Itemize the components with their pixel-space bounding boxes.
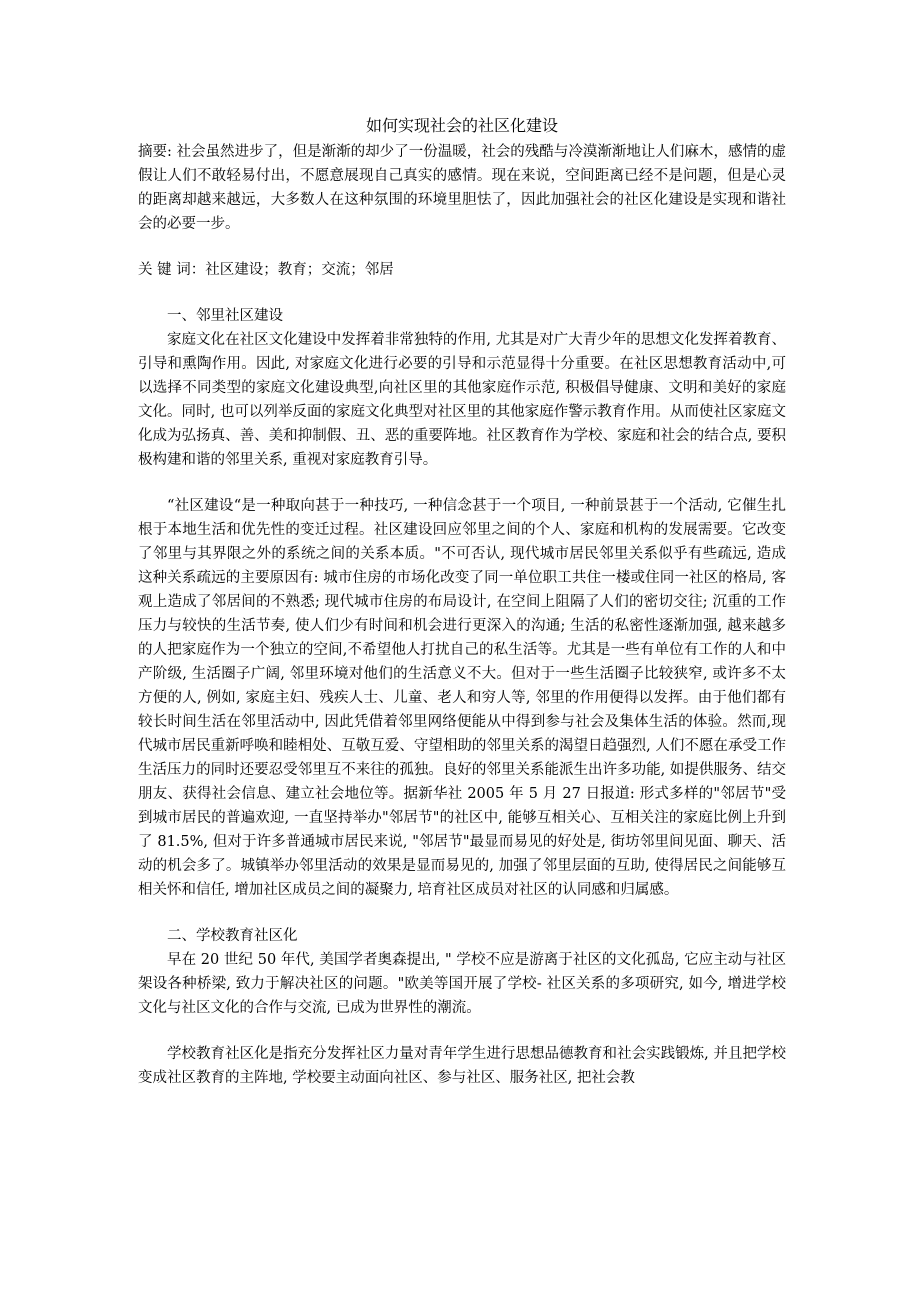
section-heading-1: 一、邻里社区建设 (167, 308, 283, 324)
spacer (138, 472, 786, 494)
section-heading-2: 二、学校教育社区化 (167, 928, 298, 944)
abstract-paragraph: 摘要: 社会虽然进步了，但是渐渐的却少了一份温暖，社会的残酷与冷漠渐渐地让人们麻木，感情的虚假让人们不敢轻易付出，不愿意展现自己真实的感情。现在来说，空间距离已经不是问题，但是心灵的距离却越来越远，大多数人在这种氛围的环境里胆怯了，因此加强社会的社区化建设是实现和谐社会的必要一步。 (138, 144, 786, 232)
section2-paragraph-2: 学校教育社区化是指充分发挥社区力量对青年学生进行思想品德教育和社会实践锻炼, 并且把学校变成社区教育的主阵地, 学校要主动面向社区、参与社区、服务社区, 把社会教 (138, 1046, 786, 1086)
section1-paragraph-2: “社区建设“是一种取向甚于一种技巧, 一种信念甚于一个项目, 一种前景甚于一个活动, 它催生扎根于本地生活和优先性的变迁过程。社区建设回应邻里之间的个人、家庭和机构的发展需要。它改变了邻里与其界限之外的系统之间的关系本质。"不可否认, 现代城市居民邻里关系似乎有些疏远, 造成这种关系疏远的主要原因有: 城市住房的市场化改变了同一单位职工共住一楼或住同一社区的格局, 客观上造成了邻居间的不熟悉; 现代城市住房的布局设计, 在空间上阻隔了人们的密切交往; 沉重的工作压力与较快的生活节奏, 使人们少有时间和机会进行更深入的沟通; 生活的私密性逐渐加强, 越来越多的人把家庭作为一个独立的空间,不希望他人打扰自己的私生活等。尤其是一些有单位有工作的人和中产阶级, 生活圈子广阔, 邻里环境对他们的生活意义不大。但对于一些生活圈子比较狭窄, 或许多不太方便的人, 例如, 家庭主妇、残疾人士、儿童、老人和穷人等, 邻里的作用便得以发挥。由于他们都有较长时间生活在邻里活动中, 因此凭借着邻里网络便能从中得到参与社会及集体生活的体验。然而,现代城市居民重新呼唤和睦相处、互敬互爱、守望相助的邻里关系的渴望日趋强烈, 人们不愿在承受工作生活压力的同时还要忍受邻里互不来往的孤独。良好的邻里关系能派生出许多功能, 如提供服务、结交朋友、获得社会信息、建立社会地位等。据新华社 2005 年 5 月 27 日报道: 形式多样的"邻居节"受到城市居民的普遍欢迎, 一直坚持举办"邻居节"的社区中, 能够互相关心、互相关注的家庭比例上升到了 81.5%, 但对于许多普通城市居民来说, "邻居节"最显而易见的好处是, 街坊邻里间见面、聊天、活动的机会多了。城镇举办邻里活动的效果是显而易见的, 加强了邻里层面的互助, 使得居民之间能够互相关怀和信任, 增加社区成员之间的凝聚力, 培育社区成员对社区的认同感和归属感。 (138, 498, 786, 898)
spacer (138, 1020, 786, 1042)
document-page (138, 114, 786, 1090)
keywords-line: 关 键 词：社区建设；教育；交流；邻居 (138, 262, 394, 278)
spacer (138, 282, 786, 304)
section1-paragraph-1: 家庭文化在社区文化建设中发挥着非常独特的作用, 尤其是对广大青少年的思想文化发挥着教育、引导和熏陶作用。因此, 对家庭文化进行必要的引导和示范显得十分重要。在社区思想教育活动中,可以选择不同类型的家庭文化建设典型,向社区里的其他家庭作示范, 积极倡导健康、文明和美好的家庭文化。同时, 也可以列举反面的家庭文化典型对社区里的其他家庭作警示教育作用。从而使社区家庭文化成为弘扬真、善、美和抑制假、丑、恶的重要阵地。社区教育作为学校、家庭和社会的结合点, 要积极构建和谐的邻里关系, 重视对家庭教育引导。 (138, 332, 786, 468)
spacer (138, 236, 786, 258)
section2-paragraph-1: 早在 20 世纪 50 年代, 美国学者奥森提出, " 学校不应是游离于社区的文化孤岛, 它应主动与社区架设各种桥梁, 致力于解决社区的问题。"欧美等国开展了学校- 社区关系的多项研究, 如今, 增进学校文化与社区文化的合作与交流, 已成为世界性的潮流。 (138, 952, 786, 1016)
document-title: 如何实现社会的社区化建设 (365, 116, 558, 135)
spacer (138, 902, 786, 924)
